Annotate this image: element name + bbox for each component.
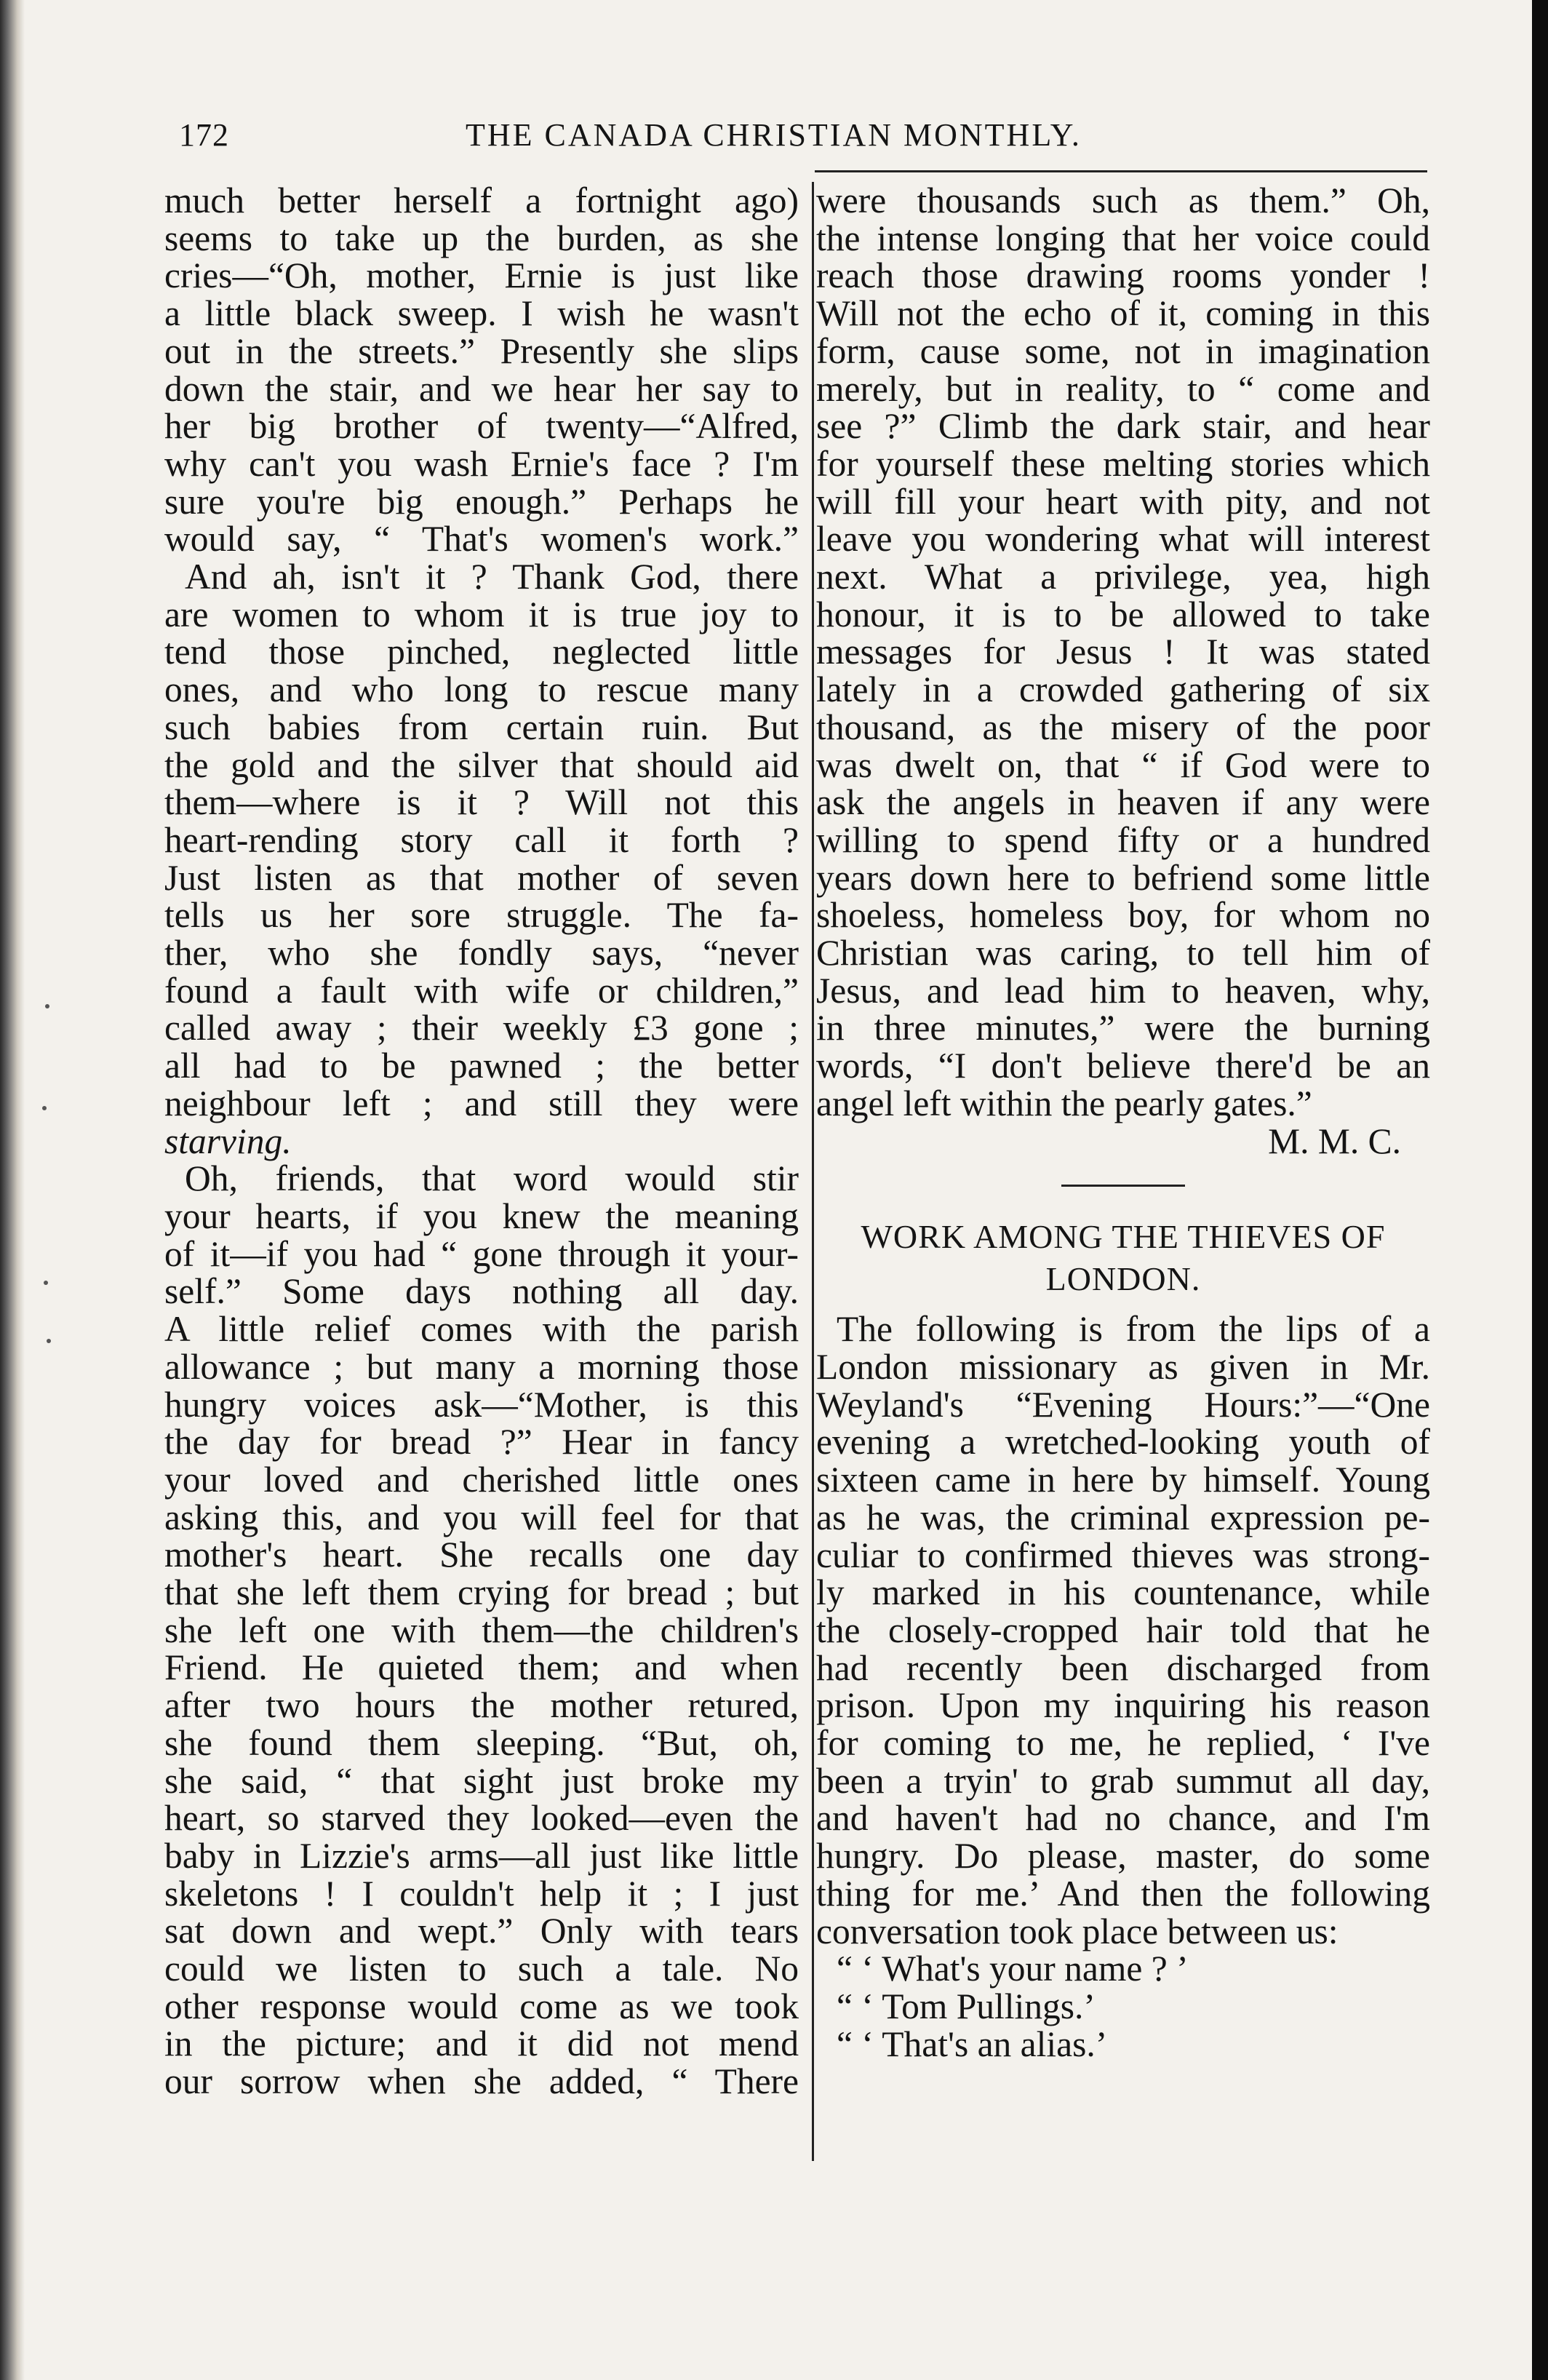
column-divider: [812, 182, 814, 2161]
left-column: [164, 182, 799, 2101]
text-line: out in the streets.” Presently she slips: [164, 330, 799, 371]
text-line: called away ; their weekly £3 gone ;: [164, 1008, 799, 1048]
text-line: she left one with them—the children's: [164, 1609, 799, 1650]
text-line: your loved and cherished little ones: [164, 1459, 799, 1500]
text-line: heart-rending story call it forth ?: [164, 819, 799, 860]
text-line: Will not the echo of it, coming in this: [816, 293, 1430, 334]
text-line: culiar to confirmed thieves was strong-: [816, 1535, 1430, 1575]
text-line: ther, who she fondly says, “never: [164, 933, 799, 974]
text-line: self.” Some days nothing all day.: [164, 1271, 799, 1312]
header-rule: [815, 170, 1427, 172]
text-line: were thousands such as them.” Oh,: [816, 180, 1430, 220]
text-line: for coming to me, he replied, ‘ I've: [816, 1723, 1430, 1764]
text-line: “ ‘ That's an alias.’: [837, 2023, 1108, 2064]
text-line: the closely-cropped hair told that he: [816, 1609, 1430, 1650]
text-line: years down here to befriend some little: [816, 857, 1430, 898]
text-line: form, cause some, not in imagination: [816, 330, 1430, 371]
section-heading: WORK AMONG THE THIEVES OF: [861, 1218, 1386, 1256]
text-line: reach those drawing rooms yonder !: [816, 255, 1430, 296]
text-line: shoeless, homeless boy, for whom no: [816, 895, 1430, 936]
text-line: she found them sleeping. “But, oh,: [164, 1722, 799, 1763]
text-line: cries—“Oh, mother, Ernie is just like: [164, 255, 799, 296]
text-line: in the picture; and it did not mend: [164, 2023, 799, 2064]
text-line: hungry voices ask—“Mother, is this: [164, 1384, 799, 1425]
text-line: Jesus, and lead him to heaven, why,: [816, 970, 1430, 1011]
text-line: A little relief comes with the parish: [164, 1309, 799, 1350]
text-line: baby in Lizzie's arms—all just like little: [164, 1835, 799, 1876]
text-line: for yourself these melting stories which: [816, 443, 1430, 484]
text-line: your hearts, if you knew the meaning: [164, 1195, 799, 1236]
page-number: 172: [179, 117, 229, 153]
text-line: mother's heart. She recalls one day: [164, 1535, 799, 1575]
text-line: London missionary as given in Mr.: [816, 1346, 1430, 1387]
text-line: that she left them crying for bread ; but: [164, 1572, 799, 1613]
text-line: “ ‘ What's your name ? ’: [837, 1949, 1189, 1989]
text-line: the gold and the silver that should aid: [164, 744, 799, 785]
margin-speck: [47, 1339, 51, 1343]
text-line: Oh, friends, that word would stir: [185, 1158, 799, 1199]
running-title: THE CANADA CHRISTIAN MONTHLY.: [466, 117, 1082, 153]
text-line: Weyland's “Evening Hours:”—“One: [816, 1384, 1430, 1425]
text-line: hungry. Do please, master, do some: [816, 1836, 1430, 1876]
text-line: seems to take up the burden, as she: [164, 218, 799, 258]
text-line: will fill your heart with pity, and not: [816, 481, 1430, 522]
text-line: ones, and who long to rescue many: [164, 669, 799, 710]
text-line: heart, so starved they looked—even the: [164, 1798, 799, 1839]
text-line: messages for Jesus ! It was stated: [816, 632, 1430, 672]
text-line: could we listen to such a tale. No: [164, 1949, 799, 1989]
text-line: such babies from certain ruin. But: [164, 707, 799, 747]
text-line: in three minutes,” were the burning: [816, 1008, 1430, 1048]
text-line: sat down and wept.” Only with tears: [164, 1911, 799, 1951]
text-line: merely, but in reality, to “ come and: [816, 368, 1430, 409]
text-line: “ ‘ Tom Pullings.’: [837, 1986, 1096, 2026]
section-divider: [1061, 1185, 1185, 1187]
text-line: tend those pinched, neglected little: [164, 632, 799, 672]
margin-speck: [45, 1004, 49, 1008]
text-line: down the stair, and we hear her say to: [164, 368, 799, 409]
text-line: Friend. He quieted them; and when: [164, 1647, 799, 1688]
text-line: ly marked in his countenance, while: [816, 1572, 1430, 1613]
text-line: sure you're big enough.” Perhaps he: [164, 481, 799, 522]
text-line: honour, it is to be allowed to take: [816, 594, 1430, 634]
text-line: as he was, the criminal expression pe-: [816, 1497, 1430, 1537]
text-line: and haven't had no chance, and I'm: [816, 1798, 1430, 1839]
right-column: [816, 182, 1430, 2063]
text-line: skeletons ! I couldn't help it ; I just: [164, 1873, 799, 1914]
text-line: Just listen as that mother of seven: [164, 857, 799, 898]
margin-speck: [44, 1281, 48, 1285]
text-line: the day for bread ?” Hear in fancy: [164, 1422, 799, 1462]
text-line: of it—if you had “ gone through it your-: [164, 1233, 799, 1274]
text-line: her big brother of twenty—“Alfred,: [164, 406, 799, 447]
text-line: much better herself a fortnight ago): [164, 180, 799, 220]
text-line: evening a wretched-looking youth of: [816, 1422, 1430, 1462]
text-line: ask the angels in heaven if any were: [816, 782, 1430, 823]
text-line: neighbour left ; and still they were: [164, 1083, 799, 1123]
section-heading-continued: LONDON.: [1045, 1260, 1201, 1298]
text-line: Christian was caring, to tell him of: [816, 933, 1430, 974]
page-binding-edge: [0, 0, 25, 2380]
text-line: was dwelt on, that “ if God were to: [816, 744, 1430, 785]
text-line: next. What a privilege, yea, high: [816, 557, 1430, 597]
text-line: been a tryin' to grab summut all day,: [816, 1760, 1430, 1801]
text-line: allowance ; but many a morning those: [164, 1346, 799, 1387]
text-line: words, “I don't believe there'd be an: [816, 1046, 1430, 1086]
margin-speck: [42, 1106, 47, 1110]
text-line: the intense longing that her voice could: [816, 218, 1430, 258]
text-line: would say, “ That's women's work.”: [164, 519, 799, 560]
text-line: had recently been discharged from: [816, 1647, 1430, 1688]
author-signature: M. M. C.: [1268, 1121, 1401, 1161]
text-line: are women to whom it is true joy to: [164, 594, 799, 634]
text-line: she said, “ that sight just broke my: [164, 1760, 799, 1801]
text-line: tells us her sore struggle. The fa-: [164, 895, 799, 936]
text-line: our sorrow when she added, “ There: [164, 2061, 799, 2102]
text-line: all had to be pawned ; the better: [164, 1046, 799, 1086]
text-line: conversation took place between us:: [816, 1911, 1338, 1951]
text-line: them—where is it ? Will not this: [164, 782, 799, 823]
text-line: see ?” Climb the dark stair, and hear: [816, 406, 1430, 447]
text-line: leave you wondering what will interest: [816, 519, 1430, 560]
text-line: thousand, as the misery of the poor: [816, 707, 1430, 747]
text-line: asking this, and you will feel for that: [164, 1497, 799, 1537]
text-line: prison. Upon my inquiring his reason: [816, 1685, 1430, 1726]
text-line: a little black sweep. I wish he wasn't: [164, 293, 799, 334]
text-line: thing for me.’ And then the following: [816, 1873, 1430, 1914]
text-line: after two hours the mother retured,: [164, 1685, 799, 1726]
text-line: The following is from the lips of a: [837, 1309, 1430, 1350]
text-line: willing to spend fifty or a hundred: [816, 819, 1430, 860]
text-line: starving.: [164, 1121, 292, 1161]
text-line: And ah, isn't it ? Thank God, there: [185, 557, 799, 597]
page-right-edge: [1532, 0, 1548, 2380]
text-line: lately in a crowded gathering of six: [816, 669, 1430, 710]
text-line: other response would come as we took: [164, 1986, 799, 2026]
text-line: angel left within the pearly gates.”: [816, 1083, 1312, 1123]
text-line: found a fault with wife or children,”: [164, 970, 799, 1011]
text-line: why can't you wash Ernie's face ? I'm: [164, 443, 799, 484]
text-line: sixteen came in here by himself. Young: [816, 1460, 1430, 1500]
